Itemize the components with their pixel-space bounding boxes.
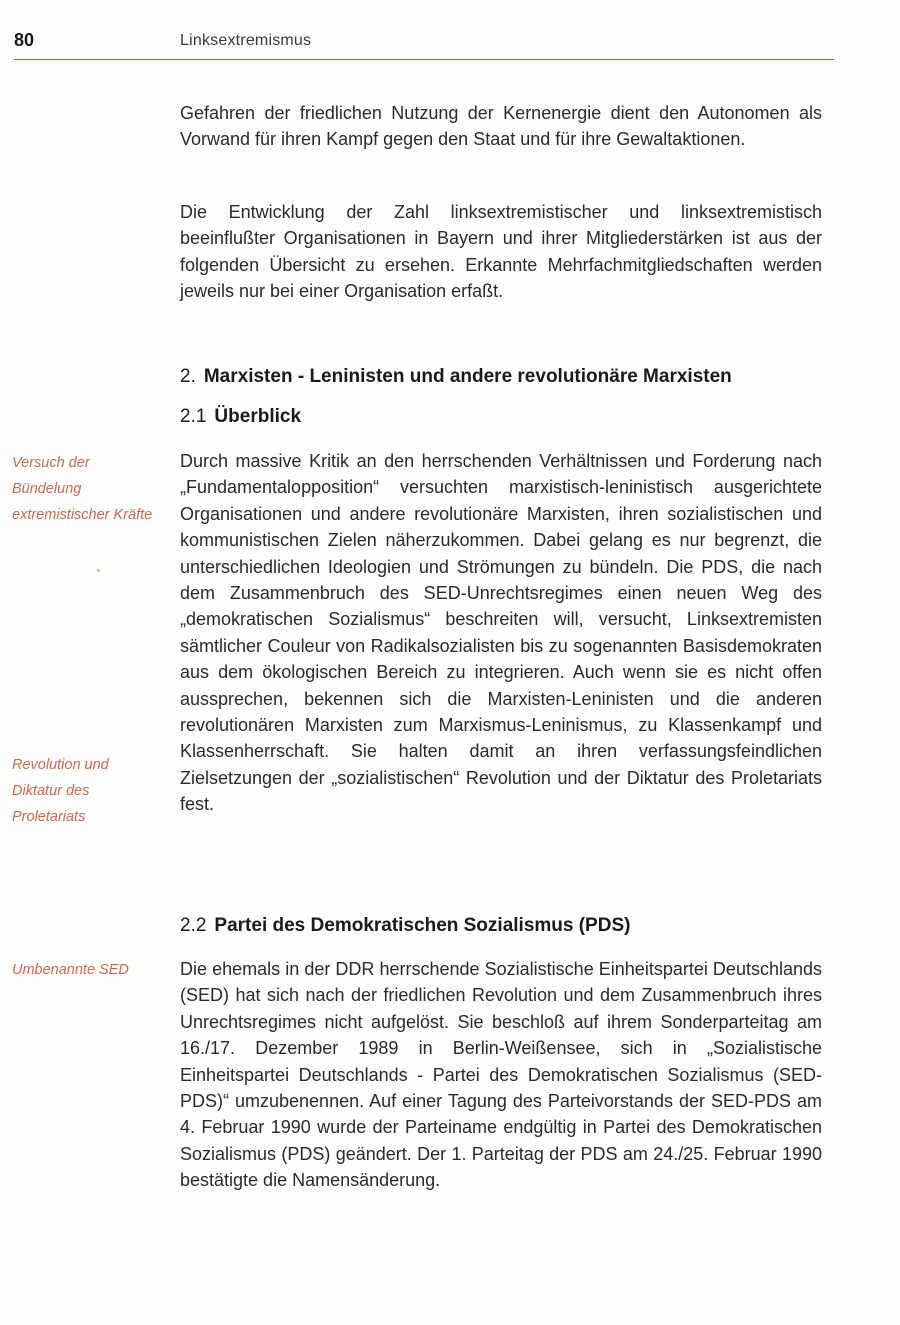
pds-paragraph-block <box>180 956 822 1194</box>
section-2-title: Marxisten - Leninisten und andere revolutionäre Marxisten <box>203 366 732 387</box>
section-2-heading <box>180 366 822 388</box>
overview-paragraph-block <box>180 448 822 818</box>
section-2-1-heading <box>180 406 822 428</box>
intro-paragraph-1-block <box>180 100 822 153</box>
margin-note-buendelung: Versuch der Bündelung extremistischer Kräfte <box>12 455 153 523</box>
page-number: 80 <box>14 30 35 50</box>
section-2-2-title: Partei des Demokratischen Sozialismus (PDS) <box>214 915 631 936</box>
section-2-1-number: 2.1 <box>180 406 207 427</box>
margin-note-sed: Umbenannte SED <box>12 962 129 978</box>
header-rule <box>14 59 834 60</box>
section-2-2-number: 2.2 <box>180 915 207 936</box>
section-2-number: 2. <box>180 366 196 387</box>
intro-paragraph-2: Die Entwicklung der Zahl linksextremistischer und linksextremistisch beeinflußter Organisationen in Bayern und ihrer Mitgliederstärken ist aus der folgenden Übersicht zu ersehen. Erkannte Mehrfachmitgliedschaften werden jeweils nur bei einer Organisation erfaßt. <box>180 202 822 302</box>
section-2-1-title: Überblick <box>214 406 302 427</box>
section-2-2-heading <box>180 915 822 937</box>
margin-note-revolution: Revolution und Diktatur des Proletariats <box>12 757 109 825</box>
page-header <box>14 30 834 60</box>
intro-paragraph-1: Gefahren der friedlichen Nutzung der Kernenergie dient den Autonomen als Vorwand für ihren Kampf gegen den Staat und für ihre Gewaltaktionen. <box>180 103 822 150</box>
intro-paragraph-2-block <box>180 199 822 305</box>
margin-dot <box>97 569 100 572</box>
running-title: Linksextremismus <box>180 32 312 49</box>
overview-paragraph: Durch massive Kritik an den herrschenden Verhältnissen und Forderung nach „Fundamentalopposition“ versuchten marxistisch-leninistisch ausgerichtete Organisationen und andere revolutionäre Marxisten, ihren sozialistischen und kommunistischen Zielen näherzukommen. Dabei gelang es nur begrenzt, die unterschiedlichen Ideologien und Strömungen zu bündeln. Die PDS, die nach dem Zusammenbruch des SED-Unrechtsregimes einen neuen Weg des „demokratischen Sozialismus“ beschreiten will, versucht, Linksextremisten sämtlicher Couleur von Radikalsozialisten bis zu sogenannten Basisdemokraten aus dem ökologischen Bereich zu integrieren. Auch wenn sie es nicht offen aussprechen, bekennen sich die Marxisten-Leninisten und die anderen revolutionären Marxisten zum Marxismus-Leninismus, zu Klassenkampf und Klassenherrschaft. Sie halten damit an ihren verfassungsfeindlichen Zielsetzungen der „sozialistischen“ Revolution und der Diktatur des Proletariats fest. <box>180 451 822 815</box>
pds-paragraph: Die ehemals in der DDR herrschende Sozialistische Einheitspartei Deutschlands (SED) hat sich nach der friedlichen Revolution und dem Zusammenbruch ihres Unrechtsregimes nicht aufgelöst. Sie beschloß auf ihrem Sonderparteitag am 16./17. Dezember 1989 in Berlin-Weißensee, sich in „Sozialistische Einheitspartei Deutschlands - Partei des Demokratischen Sozialismus (SED-PDS)“ umzubenennen. Auf einer Tagung des Parteivorstands der SED-PDS am 4. Februar 1990 wurde der Parteiname endgültig in Partei des Demokratischen Sozialismus (PDS) geändert. Der 1. Parteitag der PDS am 24./25. Februar 1990 bestätigte die Namensänderung. <box>180 959 822 1191</box>
